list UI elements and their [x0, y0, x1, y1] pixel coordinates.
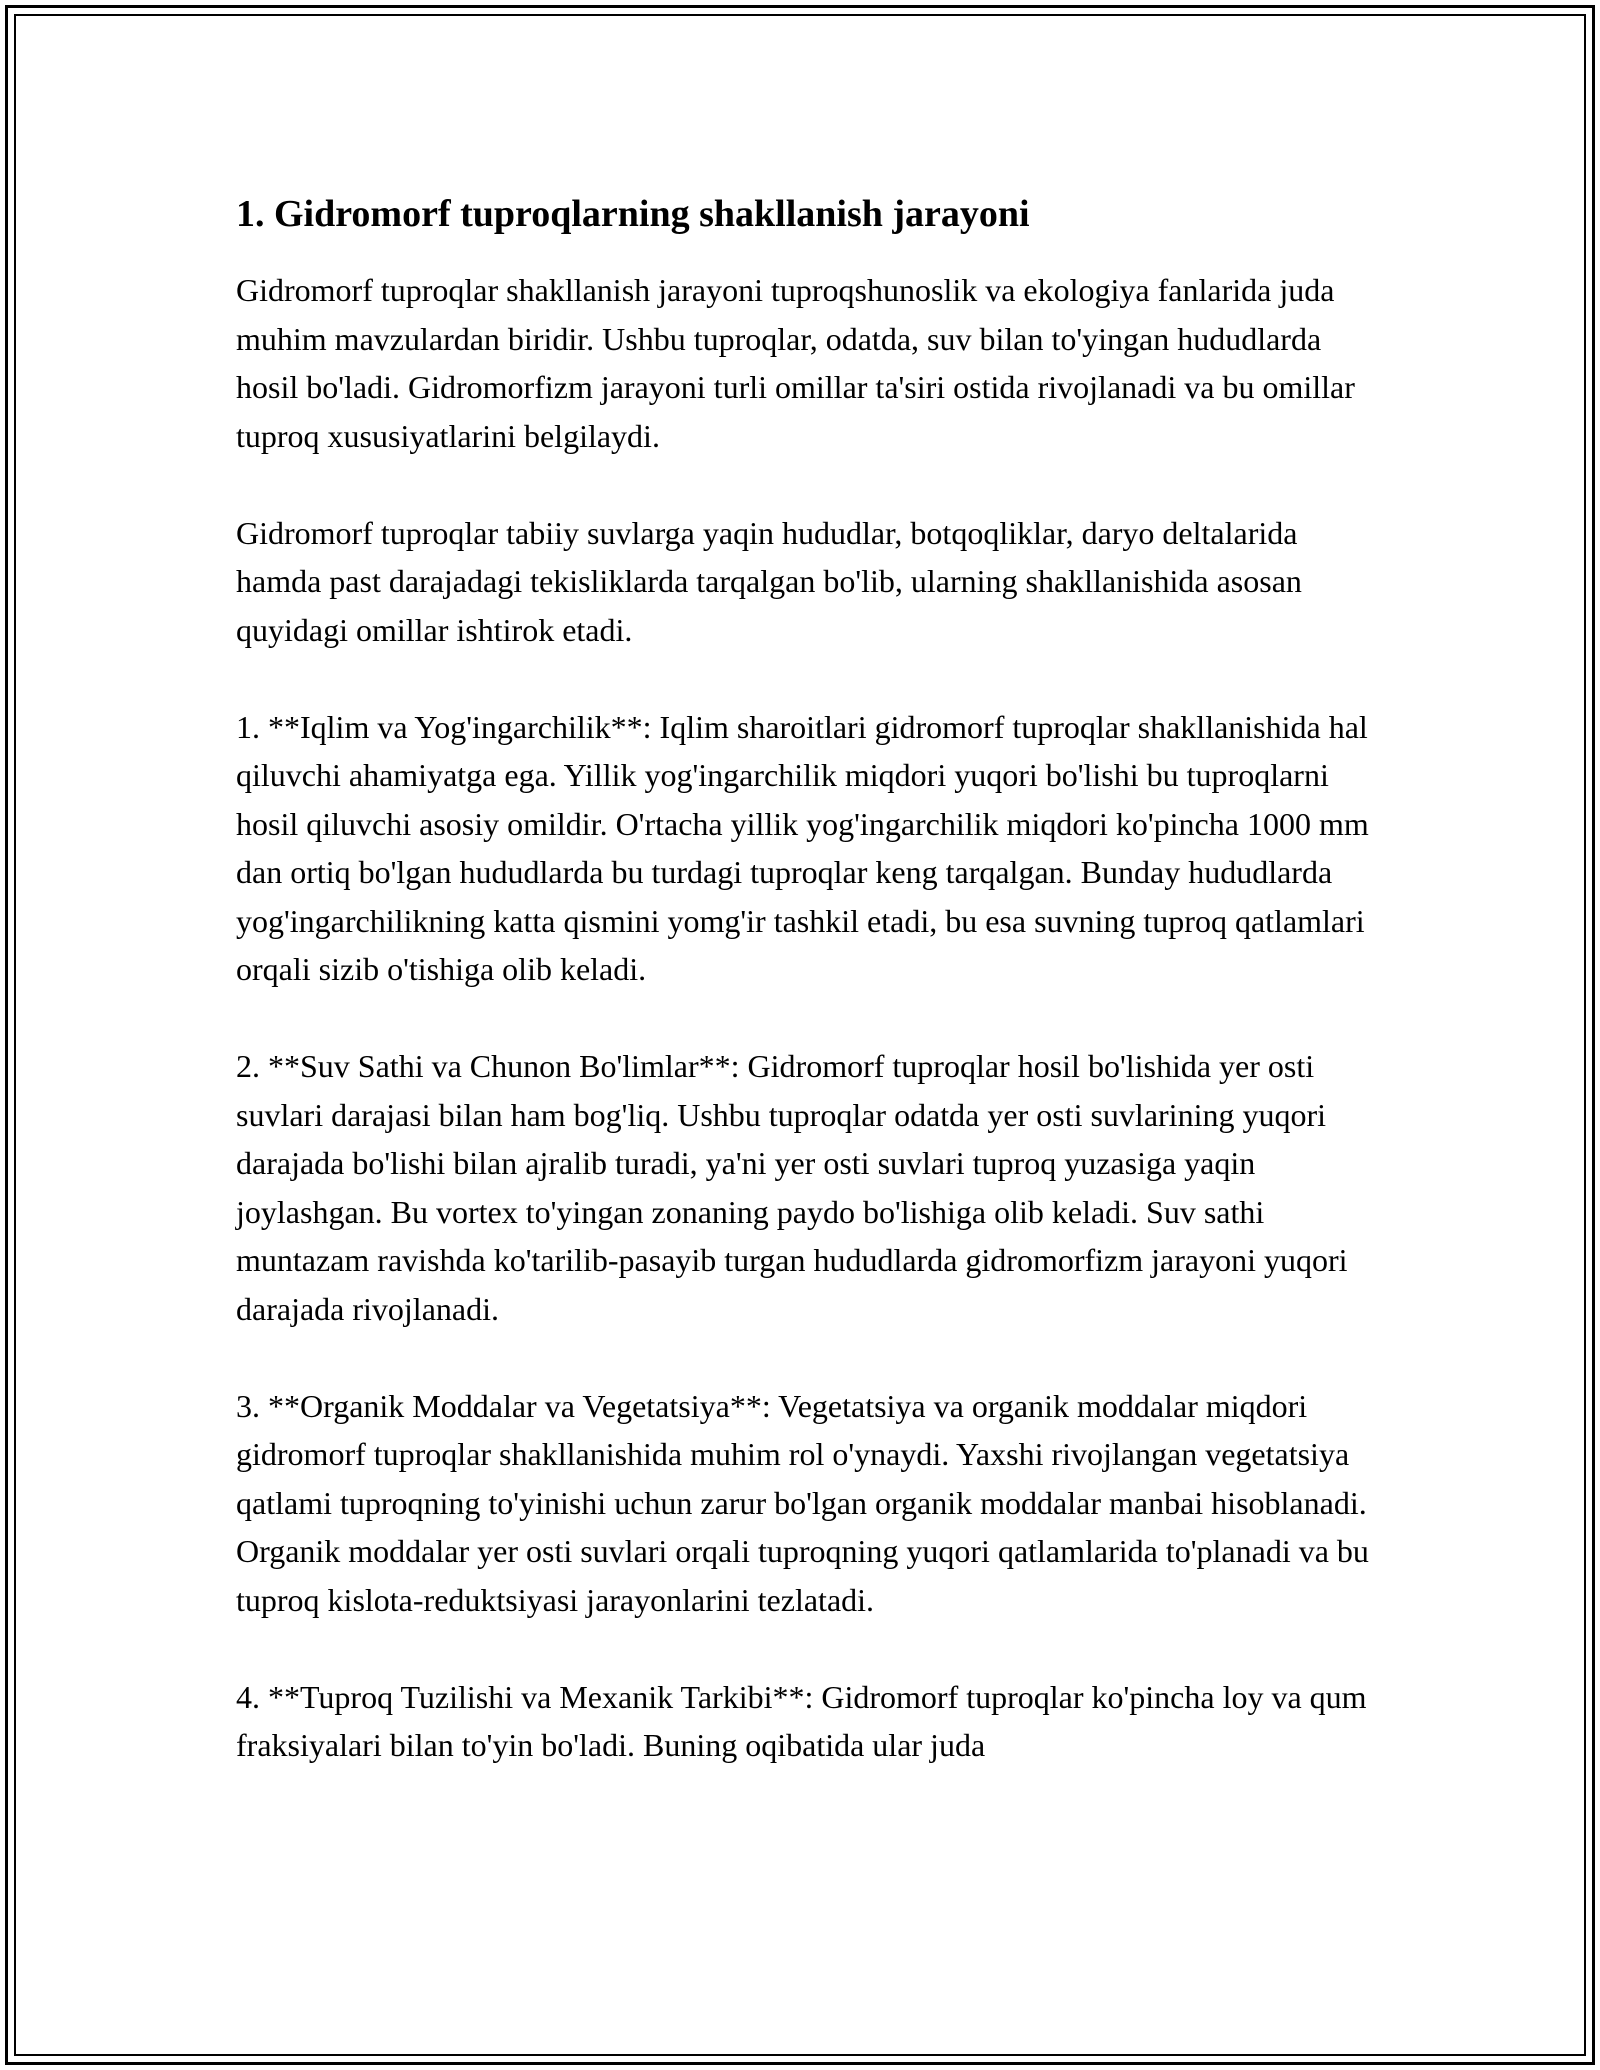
paragraph-climate: 1. **Iqlim va Yog'ingarchilik**: Iqlim sharoitlari gidromorf tuproqlar shakllanishida hal qiluvchi ahamiyatga ega. Yillik yog'ingarchilik miqdori yuqori bo'lishi bu tuproqlarni hosil qiluvchi asosiy omildir. O'rtacha yillik yog'ingarchilik miqdori ko'pincha 1000 mm dan ortiq bo'lgan hududlarda bu turdagi tuproqlar keng tarqalgan. Bunday hududlarda yog'ingarchilikning katta qismini yomg'ir tashkil etadi, bu esa suvning tuproq qatlamlari orqali sizib o'tishiga olib keladi. — [236, 708, 1369, 987]
paragraph-intro: Gidromorf tuproqlar shakllanish jarayoni tuproqshunoslik va ekologiya fanlarida juda muhim mavzulardan biridir. Ushbu tuproqlar, odatda, suv bilan to'yingan hududlarda hosil bo'ladi. Gidromorfizm jarayoni turli omillar ta'siri ostida rivojlanadi va bu omillar tuproq xususiyatlarini belgilaydi. — [236, 272, 1355, 454]
paragraph-distribution: Gidromorf tuproqlar tabiiy suvlarga yaqin hududlar, botqoqliklar, daryo deltalarida hamda past darajadagi tekisliklarda tarqalgan bo'lib, ularning shakllanishida asosan quyidagi omillar ishtirok etadi. — [236, 514, 1302, 648]
paragraph-water-level: 2. **Suv Sathi va Chunon Bo'limlar**: Gidromorf tuproqlar hosil bo'lishida yer osti suvlari darajasi bilan ham bog'liq. Ushbu tuproqlar odatda yer osti suvlarining yuqori darajada bo'lishi bilan ajralib turadi, ya'ni yer osti suvlari tuproq yuzasiga yaqin joylashgan. Bu vortex to'yingan zonaning paydo bo'lishiga olib keladi. Suv sathi muntazam ravishda ko'tarilib-pasayib turgan hududlarda gidromorfizm jarayoni yuqori darajada rivojlanadi. — [236, 1048, 1348, 1327]
paragraph-organic-matter: 3. **Organik Moddalar va Vegetatsiya**: Vegetatsiya va organik moddalar miqdori gidromorf tuproqlar shakllanishida muhim rol o'ynaydi. Yaxshi rivojlangan vegetatsiya qatlami tuproqning to'yinishi uchun zarur bo'lgan organik moddalar manbai hisoblanadi. Organik moddalar yer osti suvlari orqali tuproqning yuqori qatlamlarida to'planadi va bu tuproq kislota-reduktsiyasi jarayonlarini tezlatadi. — [236, 1387, 1369, 1618]
document-body — [236, 186, 1376, 1818]
document-title: 1. Gidromorf tuproqlarning shakllanish jarayoni — [236, 193, 1030, 235]
paragraph-soil-structure: 4. **Tuproq Tuzilishi va Mexanik Tarkibi**: Gidromorf tuproqlar ko'pincha loy va qum fraksiyalari bilan to'yin bo'ladi. Buning oqibatida ular juda — [236, 1678, 1367, 1763]
